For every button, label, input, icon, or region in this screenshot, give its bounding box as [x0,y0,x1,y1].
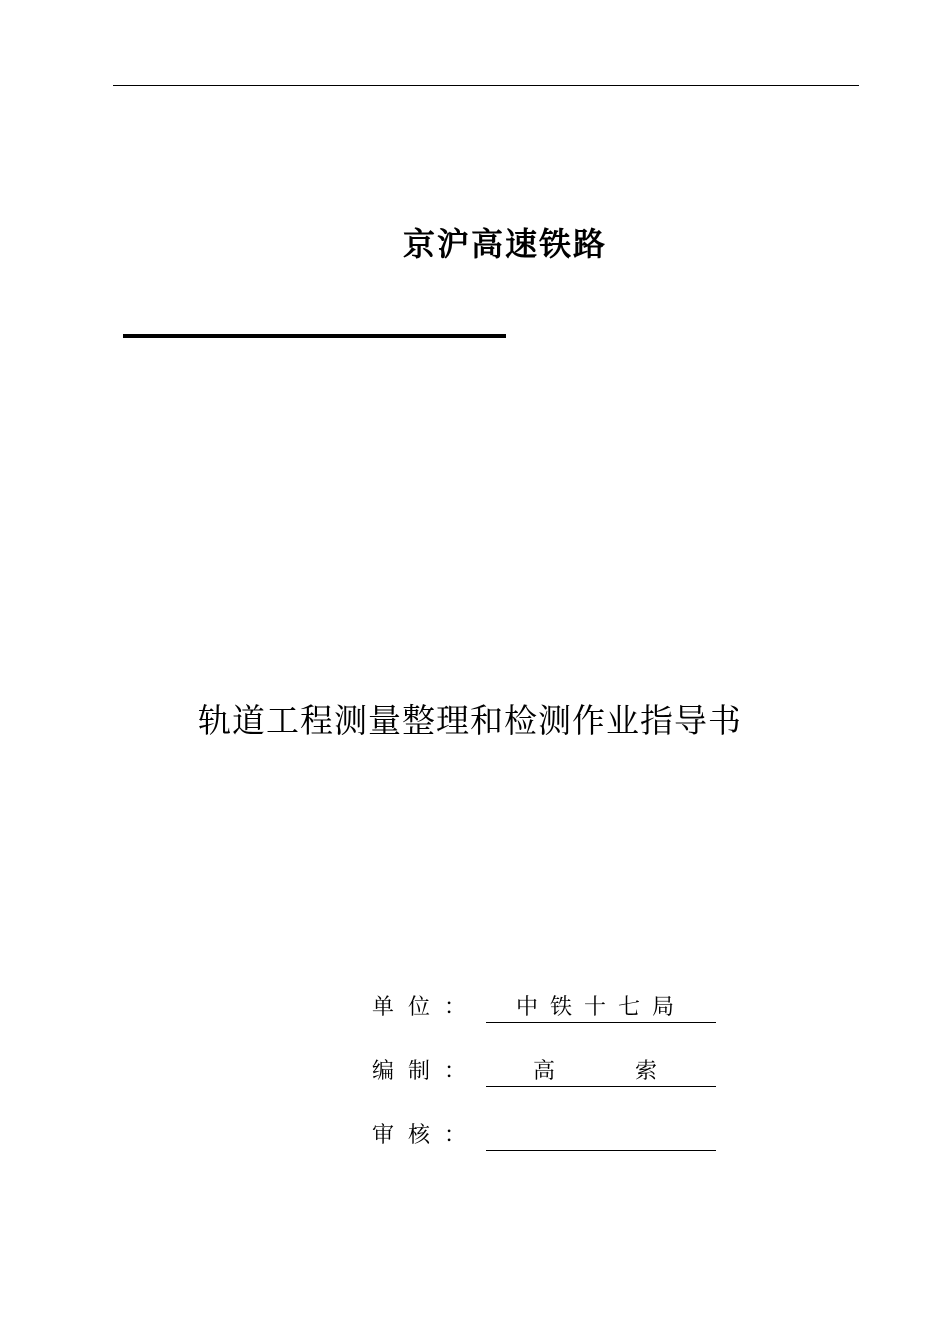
editor-label: 编制： [372,1059,481,1084]
editor-value: 高 索 [486,1056,716,1087]
project-title: 京沪高速铁路 [402,225,607,263]
reviewer-value [486,1120,716,1151]
unit-value: 中铁十七局 [486,992,716,1023]
reviewer-label: 审核： [372,1123,481,1148]
document-title: 轨道工程测量整理和检测作业指导书 [198,701,742,740]
unit-label: 单位： [372,995,481,1020]
header-rule [113,85,859,86]
title-underline-bar [123,334,506,338]
